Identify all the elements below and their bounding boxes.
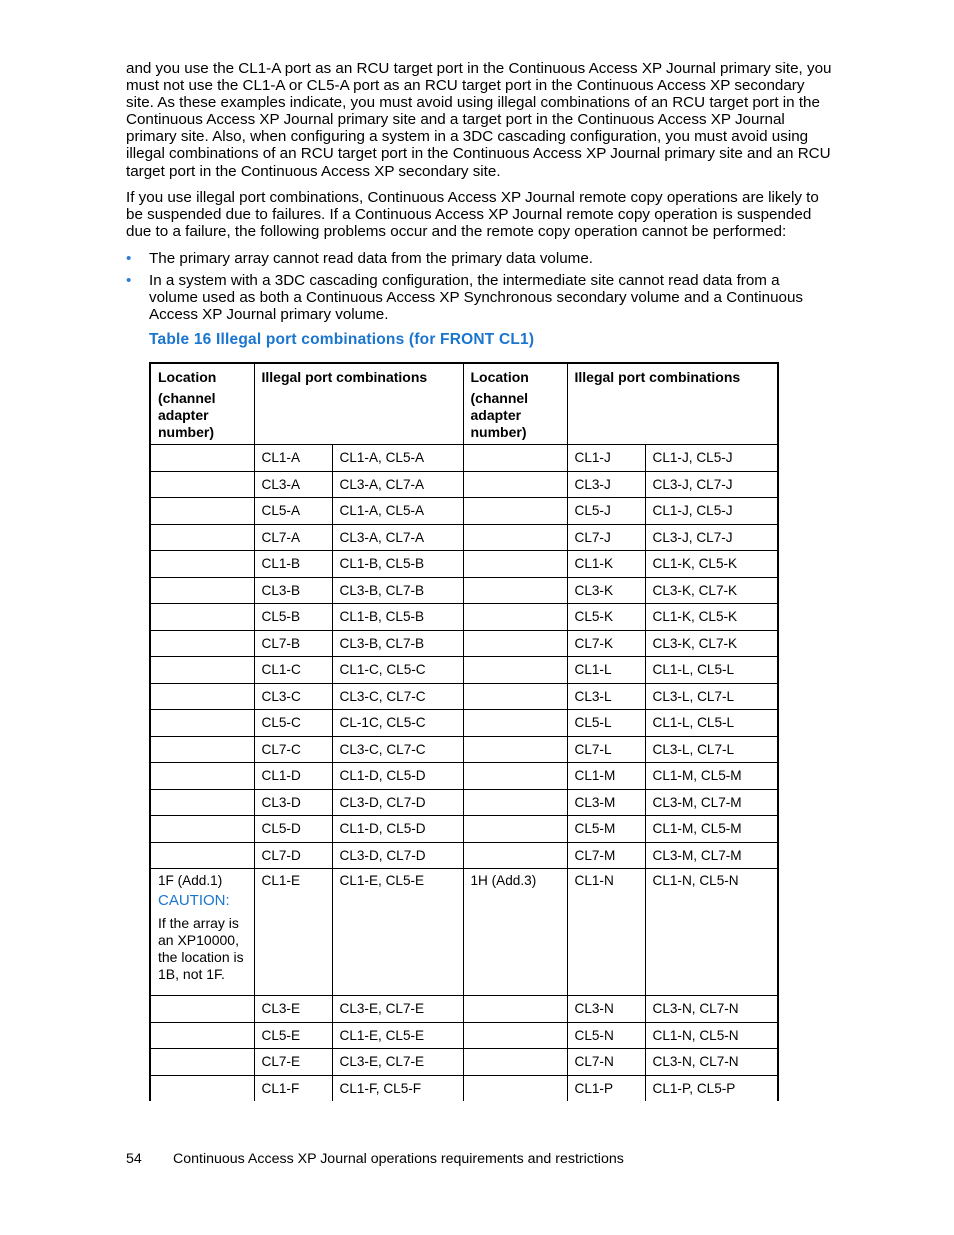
- header-location-label: Location: [470, 369, 529, 385]
- table-row: [150, 1022, 778, 1049]
- combination-cell: CL1-D, CL5-D: [332, 763, 463, 790]
- table-row: [150, 736, 778, 763]
- combination-cell: CL1-A, CL5-A: [332, 445, 463, 472]
- table-row: [150, 683, 778, 710]
- location-cell-left: [150, 763, 254, 790]
- location-cell-left: [150, 498, 254, 525]
- bullet-item-2: [126, 272, 816, 323]
- location-cell-left: [150, 736, 254, 763]
- port-cell: CL5-E: [254, 1022, 332, 1049]
- location-cell-right: [463, 842, 567, 869]
- header-location-label: Location: [158, 369, 217, 385]
- table-row: [150, 577, 778, 604]
- port-cell: CL7-L: [567, 736, 645, 763]
- port-cell: CL5-D: [254, 816, 332, 843]
- location-value: 1F (Add.1): [158, 873, 223, 888]
- port-cell: CL7-E: [254, 1049, 332, 1076]
- port-cell: CL1-L: [567, 657, 645, 684]
- header-location-sub: (channel adapter number): [470, 390, 529, 440]
- header-location-sub: (channel adapter number): [158, 390, 216, 440]
- location-cell-right: [463, 604, 567, 631]
- combination-cell: CL3-A, CL7-A: [332, 471, 463, 498]
- combination-cell: CL1-N, CL5-N: [645, 869, 778, 996]
- combination-cell: CL3-K, CL7-K: [645, 577, 778, 604]
- combination-cell: CL1-J, CL5-J: [645, 445, 778, 472]
- combination-cell: CL3-C, CL7-C: [332, 736, 463, 763]
- header-illegal-left: Illegal port combinations: [254, 363, 463, 445]
- port-cell: CL1-N: [567, 869, 645, 996]
- port-cell: CL1-K: [567, 551, 645, 578]
- combination-cell: CL1-E, CL5-E: [332, 1022, 463, 1049]
- location-cell-right: [463, 471, 567, 498]
- port-combinations-table: [149, 362, 779, 1101]
- combination-cell: CL1-K, CL5-K: [645, 604, 778, 631]
- bullet-item-1: [126, 250, 816, 267]
- table-row: [150, 551, 778, 578]
- combination-cell: CL1-L, CL5-L: [645, 710, 778, 737]
- table-row: [150, 789, 778, 816]
- table-row: [150, 1049, 778, 1076]
- combination-cell: CL3-D, CL7-D: [332, 842, 463, 869]
- port-cell: CL7-N: [567, 1049, 645, 1076]
- combination-cell: CL3-N, CL7-N: [645, 996, 778, 1023]
- location-cell-right: [463, 816, 567, 843]
- bullet-text: The primary array cannot read data from the primary data volume.: [149, 250, 594, 267]
- header-location-left: [150, 363, 254, 445]
- combination-cell: CL1-F, CL5-F: [332, 1075, 463, 1101]
- table-row: [150, 524, 778, 551]
- location-cell-left: [150, 604, 254, 631]
- combination-cell: CL3-J, CL7-J: [645, 524, 778, 551]
- combination-cell: CL3-B, CL7-B: [332, 577, 463, 604]
- body-paragraph-2: If you use illegal port combinations, Continuous Access XP Journal remote copy operations are likely to be suspended due to failures. If a Continuous Access XP Journal remote copy operation is suspended due to a failure, the following problems occur and the remote copy operation cannot be performed:: [126, 189, 819, 241]
- location-cell-right: [463, 577, 567, 604]
- combination-cell: CL1-P, CL5-P: [645, 1075, 778, 1101]
- bullet-icon: •: [126, 272, 132, 289]
- table-row: [150, 657, 778, 684]
- port-cell: CL7-D: [254, 842, 332, 869]
- combination-cell: CL3-J, CL7-J: [645, 471, 778, 498]
- combination-cell: CL1-A, CL5-A: [332, 498, 463, 525]
- port-cell: CL3-N: [567, 996, 645, 1023]
- table-row: [150, 996, 778, 1023]
- combination-cell: CL3-C, CL7-C: [332, 683, 463, 710]
- table-row: [150, 445, 778, 472]
- combination-cell: CL3-A, CL7-A: [332, 524, 463, 551]
- table-row: [150, 842, 778, 869]
- table-row: [150, 471, 778, 498]
- port-cell: CL5-N: [567, 1022, 645, 1049]
- location-cell-left: [150, 710, 254, 737]
- port-cell: CL5-A: [254, 498, 332, 525]
- location-cell-right: [463, 683, 567, 710]
- combination-cell: CL3-D, CL7-D: [332, 789, 463, 816]
- combination-cell: CL1-J, CL5-J: [645, 498, 778, 525]
- table-row: [150, 604, 778, 631]
- port-cell: CL1-D: [254, 763, 332, 790]
- combination-cell: CL1-B, CL5-B: [332, 604, 463, 631]
- location-cell-left: [150, 657, 254, 684]
- port-cell: CL3-A: [254, 471, 332, 498]
- location-cell-right: [463, 498, 567, 525]
- port-cell: CL3-M: [567, 789, 645, 816]
- table-row: [150, 869, 778, 996]
- caution-text: If the array is an XP10000, the location is 1B, not 1F.: [158, 915, 244, 982]
- combination-cell: CL3-K, CL7-K: [645, 630, 778, 657]
- location-cell-right: [463, 736, 567, 763]
- port-cell: CL1-F: [254, 1075, 332, 1101]
- port-cell: CL7-A: [254, 524, 332, 551]
- port-cell: CL1-E: [254, 869, 332, 996]
- port-cell: CL7-K: [567, 630, 645, 657]
- location-cell-right: [463, 789, 567, 816]
- location-cell-left: [150, 1022, 254, 1049]
- combination-cell: CL3-E, CL7-E: [332, 1049, 463, 1076]
- combination-cell: CL1-M, CL5-M: [645, 763, 778, 790]
- location-cell-left: [150, 842, 254, 869]
- caution-label: CAUTION:: [158, 892, 230, 909]
- port-cell: CL3-J: [567, 471, 645, 498]
- table-header-row: [150, 363, 778, 445]
- table-row: [150, 816, 778, 843]
- port-cell: CL1-M: [567, 763, 645, 790]
- port-cell: CL5-M: [567, 816, 645, 843]
- port-cell: CL5-K: [567, 604, 645, 631]
- location-cell-left: [150, 551, 254, 578]
- port-cell: CL7-C: [254, 736, 332, 763]
- location-cell-right: [463, 763, 567, 790]
- combination-cell: CL-1C, CL5-C: [332, 710, 463, 737]
- port-cell: CL5-J: [567, 498, 645, 525]
- bullet-text: In a system with a 3DC cascading configuration, the intermediate site cannot read data from a volume used as both a Continuous Access XP Synchronous secondary volume and a Continuous Access XP Journal primary volume.: [149, 272, 804, 324]
- location-cell-left: [150, 445, 254, 472]
- port-cell: CL3-E: [254, 996, 332, 1023]
- combination-cell: CL1-M, CL5-M: [645, 816, 778, 843]
- table-row: [150, 763, 778, 790]
- port-cell: CL7-J: [567, 524, 645, 551]
- location-cell-left: [150, 869, 254, 996]
- location-cell-right: [463, 1049, 567, 1076]
- combination-cell: CL1-K, CL5-K: [645, 551, 778, 578]
- port-cell: CL5-C: [254, 710, 332, 737]
- location-cell-right: [463, 996, 567, 1023]
- location-cell-right: [463, 657, 567, 684]
- table-row: [150, 630, 778, 657]
- combination-cell: CL1-L, CL5-L: [645, 657, 778, 684]
- location-cell-right: [463, 1022, 567, 1049]
- combination-cell: CL3-B, CL7-B: [332, 630, 463, 657]
- location-cell-left: [150, 577, 254, 604]
- combination-cell: CL3-L, CL7-L: [645, 736, 778, 763]
- port-cell: CL7-M: [567, 842, 645, 869]
- table-caption: Table 16 Illegal port combinations (for FRONT CL1): [149, 331, 535, 348]
- body-paragraph-1: and you use the CL1-A port as an RCU target port in the Continuous Access XP Journal primary site, you must not use the CL1-A or CL5-A port as an RCU target port in the Continuous Access XP secondary site. As these examples indicate, you must avoid using illegal combinations of an RCU target port in the Continuous Access XP Journal primary site and a target port in the Continuous Access XP Journal primary site. Also, when configuring a system in a 3DC cascading configuration, you must avoid using illegal combinations of an RCU target port in the Continuous Access XP Journal primary site and an RCU target port in the Continuous Access XP secondary site.: [126, 60, 832, 180]
- location-cell-left: [150, 630, 254, 657]
- location-cell-left: [150, 1049, 254, 1076]
- footer-title: Continuous Access XP Journal operations requirements and restrictions: [173, 1151, 624, 1167]
- combination-cell: CL3-N, CL7-N: [645, 1049, 778, 1076]
- port-cell: CL1-A: [254, 445, 332, 472]
- location-cell-right: [463, 630, 567, 657]
- combination-cell: CL3-M, CL7-M: [645, 789, 778, 816]
- location-cell-left: [150, 996, 254, 1023]
- location-cell-right: [463, 1075, 567, 1101]
- port-cell: CL3-D: [254, 789, 332, 816]
- port-cell: CL3-C: [254, 683, 332, 710]
- combination-cell: CL1-N, CL5-N: [645, 1022, 778, 1049]
- port-cell: CL1-J: [567, 445, 645, 472]
- port-cell: CL3-B: [254, 577, 332, 604]
- bullet-icon: •: [126, 250, 132, 267]
- table-row: [150, 710, 778, 737]
- port-cell: CL5-B: [254, 604, 332, 631]
- combination-cell: CL1-E, CL5-E: [332, 869, 463, 996]
- table-row: [150, 1075, 778, 1101]
- combination-cell: CL1-B, CL5-B: [332, 551, 463, 578]
- location-cell-left: [150, 471, 254, 498]
- location-cell-left: [150, 683, 254, 710]
- location-cell-right: [463, 551, 567, 578]
- header-location-right: [463, 363, 567, 445]
- header-illegal-right: Illegal port combinations: [567, 363, 778, 445]
- location-cell-right: 1H (Add.3): [463, 869, 567, 996]
- combination-cell: CL3-M, CL7-M: [645, 842, 778, 869]
- location-cell-right: [463, 445, 567, 472]
- port-cell: CL3-K: [567, 577, 645, 604]
- location-cell-right: [463, 524, 567, 551]
- combination-cell: CL3-L, CL7-L: [645, 683, 778, 710]
- combination-cell: CL1-C, CL5-C: [332, 657, 463, 684]
- port-cell: CL1-C: [254, 657, 332, 684]
- combination-cell: CL1-D, CL5-D: [332, 816, 463, 843]
- port-cell: CL1-P: [567, 1075, 645, 1101]
- location-cell-left: [150, 789, 254, 816]
- page-number: 54: [126, 1151, 142, 1167]
- port-cell: CL5-L: [567, 710, 645, 737]
- location-cell-left: [150, 816, 254, 843]
- location-cell-left: [150, 1075, 254, 1101]
- port-cell: CL7-B: [254, 630, 332, 657]
- combination-cell: CL3-E, CL7-E: [332, 996, 463, 1023]
- port-cell: CL1-B: [254, 551, 332, 578]
- location-cell-right: [463, 710, 567, 737]
- location-cell-left: [150, 524, 254, 551]
- table-row: [150, 498, 778, 525]
- port-cell: CL3-L: [567, 683, 645, 710]
